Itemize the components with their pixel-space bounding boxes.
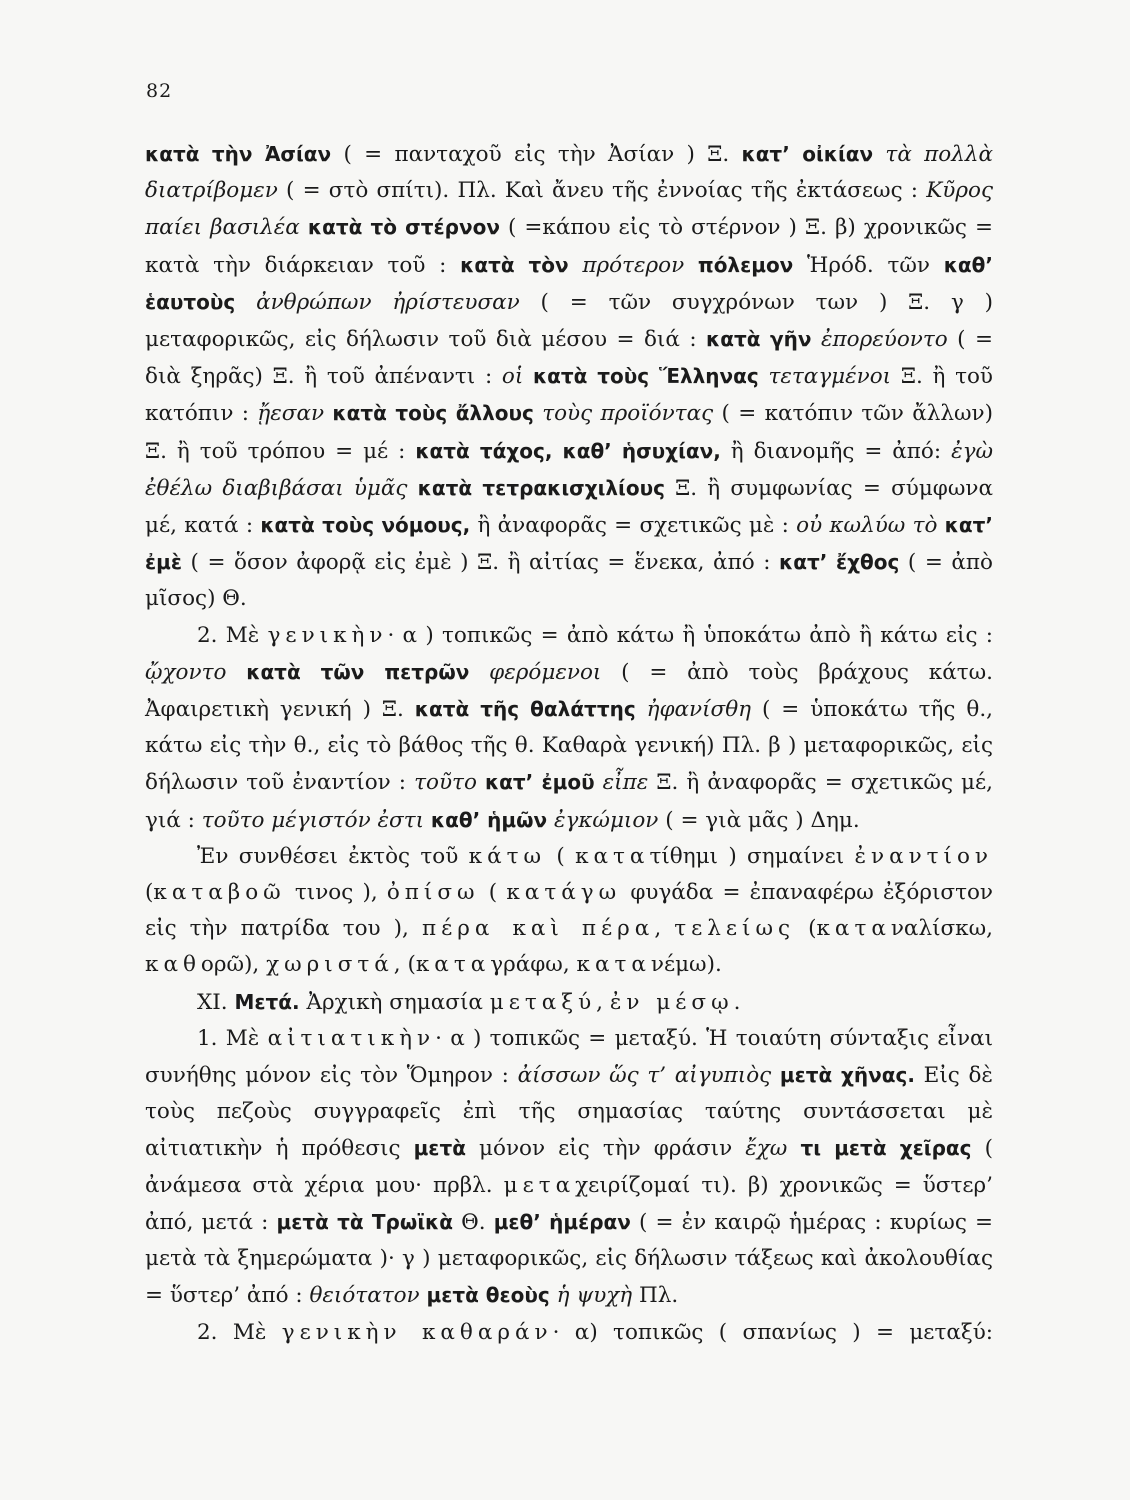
plain-text: Πλ.	[632, 1283, 679, 1309]
italic-quotation: θειότατον	[309, 1283, 420, 1309]
plain-text: τινος ),	[285, 880, 387, 906]
italic-quotation: ἔχω	[745, 1136, 788, 1162]
plain-text: (	[145, 880, 154, 906]
bold-lemma: κατ’ ἔχθος	[779, 550, 900, 575]
italic-quotation: ᾤχοντο	[145, 659, 227, 685]
bold-lemma: τι μετὰ χεῖρας	[800, 1136, 972, 1161]
plain-text: ( = διὰ ξηρᾶς) Ξ. ἢ τοῦ ἀπέναντι :	[145, 327, 994, 390]
plain-text: ( = ἀπὸ μῖσος) Θ.	[145, 550, 993, 612]
plain-text: μόνον εἰς τὴν φράσιν	[465, 1136, 746, 1162]
bold-lemma: πόλεμον	[697, 252, 794, 277]
bold-lemma: καθ’ ἡμῶν	[430, 807, 548, 832]
paragraph	[145, 618, 993, 839]
plain-text: Ξ. ἢ ἀναφορᾶς = σχετικῶς μέ, γιά :	[145, 770, 994, 833]
spaced-term: πέρα καὶ πέρα	[421, 916, 655, 942]
plain-text: Ἀρχικὴ σημασία	[299, 989, 490, 1015]
plain-text: , (	[393, 952, 416, 978]
plain-text	[226, 660, 246, 685]
plain-text: ( = πανταχοῦ εἰς τὴν Ἀσίαν ) Ξ.	[331, 142, 742, 167]
spaced-term: μεταξύ	[489, 989, 597, 1015]
plain-text: ( = ἀπὸ τοὺς βράχους κάτω. Ἀφαιρετικὴ γενική ) Ξ.	[145, 659, 993, 723]
bold-lemma: κατὰ τοὺς νόμους,	[260, 513, 471, 538]
plain-text: Ἐν συνθέσει ἐκτὸς τοῦ	[197, 843, 469, 869]
plain-text: Θ.	[452, 1209, 494, 1235]
spaced-term: γενικὴν	[267, 622, 388, 648]
plain-text: ( = ἐν καιρῷ ἡμέρας : κυρίως = μετὰ τὰ ξημερώματα )· γ ) μεταφορικῶς, εἰς δήλωσιν τάξεως καὶ ἀκολουθίας = ὕστερ’ ἀπό :	[145, 1209, 993, 1309]
italic-quotation: ἡ ψυχὴ	[549, 1283, 633, 1309]
bold-lemma: καθ’ ἑαυτοὺς	[145, 252, 993, 314]
plain-text: Ἡρόδ. τῶν	[793, 252, 944, 278]
italic-quotation: ἠφανίσθη	[635, 697, 752, 723]
bold-lemma: μετὰ τὰ Τρωϊκὰ	[276, 1209, 453, 1234]
plain-text	[937, 513, 944, 538]
spaced-term: κατάγω	[506, 880, 622, 906]
bold-lemma: κατὰ τοὺς ἄλλους	[332, 401, 534, 426]
spaced-term: ἐν μέσῳ	[609, 989, 734, 1015]
spaced-term: γενικὴν καθαράν	[281, 1319, 553, 1345]
paragraph	[145, 1315, 993, 1351]
italic-quotation: ἐγκώμιον	[547, 807, 659, 833]
plain-text: 2. Μὲ	[197, 1319, 282, 1345]
bold-lemma: μετὰ θεοὺς	[426, 1283, 550, 1308]
plain-text	[771, 1063, 780, 1088]
spaced-term: κατα	[575, 843, 650, 869]
spaced-term: κατα	[415, 952, 491, 978]
bold-lemma: κατὰ τοὺς Ἕλληνας	[532, 364, 759, 389]
bold-lemma: Μετά.	[234, 989, 300, 1014]
bold-lemma: κατὰ τὸ στέρνον	[307, 215, 500, 240]
page-number: 82	[146, 80, 173, 102]
page-body	[145, 136, 993, 1351]
bold-lemma: κατὰ τὸν	[460, 252, 569, 277]
plain-text: ( = τῶν συγχρόνων των ) Ξ. γ ) μεταφορικῶς, εἰς δήλωσιν τοῦ διὰ μέσου = διά :	[145, 289, 994, 353]
plain-text: ορῶ),	[200, 952, 267, 978]
spaced-term: κάτω	[468, 843, 547, 869]
spaced-term: αἰτιατικὴν	[267, 1025, 436, 1051]
italic-quotation: ἀίσσων ὥς τ’ αἰγυπιὸς	[517, 1063, 772, 1089]
plain-text: ( =κάπου εἰς τὸ στέρνον ) Ξ. β) χρονικῶς = κατὰ τὴν διάρκειαν τοῦ :	[145, 215, 993, 278]
plain-text	[523, 364, 533, 389]
paragraph	[145, 839, 993, 984]
bold-lemma: κατὰ γῆν	[706, 327, 812, 352]
bold-lemma: μετὰ χῆνας.	[779, 1063, 915, 1088]
italic-quotation: ἀνθρώπων ἠρίστευσαν	[235, 289, 520, 315]
bold-lemma: κατὰ τάχος, καθ’ ἡσυχίαν,	[415, 438, 721, 463]
bold-lemma: κατ’ ἐμοῦ	[484, 770, 595, 795]
italic-quotation: ἐπορεύοντο	[811, 327, 948, 353]
plain-text: (	[479, 880, 507, 906]
plain-text	[684, 253, 698, 278]
spaced-term: ἐναντίον	[854, 843, 994, 869]
italic-quotation: οὐ κωλύω τὸ	[796, 513, 938, 539]
bold-lemma: κατ’ ἐμὲ	[145, 513, 993, 575]
plain-text: XI.	[197, 989, 235, 1015]
italic-quotation: ᾔεσαν	[257, 401, 325, 427]
spaced-term: κατα	[576, 952, 651, 978]
italic-quotation: πρότερον	[568, 252, 685, 278]
bold-lemma: μετὰ	[413, 1136, 466, 1161]
plain-text: ( ἀνάμεσα στὰ χέρια μου· πρβλ.	[145, 1136, 993, 1198]
plain-text: ναλίσκω,	[890, 916, 993, 942]
plain-text: · α ) τοπικῶς = ἀπὸ κάτω ἢ ὑποκάτω ἀπὸ ἢ κάτω εἰς :	[387, 622, 994, 648]
plain-text: (	[546, 843, 576, 869]
plain-text: ( = στὸ σπίτι). Πλ. Καὶ ἄνευ τῆς ἐννοίας τῆς ἐκτάσεως :	[277, 178, 927, 204]
plain-text	[300, 215, 308, 240]
plain-text: ,	[596, 989, 610, 1015]
bold-lemma: κατ’ οἰκίαν	[741, 142, 874, 166]
italic-quotation: τοὺς προϊόντας	[533, 401, 714, 427]
plain-text: (	[795, 916, 817, 942]
spaced-term: χωριστά	[266, 952, 394, 978]
plain-text: ( = κατόπιν τῶν ἄλλων) Ξ. ἢ τοῦ τρόπου = μέ :	[145, 401, 993, 464]
plain-text: φυγάδα = ἐπαναφέρω ἐξόριστον εἰς τὴν πατρίδα του ),	[145, 880, 993, 942]
plain-text: γράφω,	[490, 952, 577, 978]
italic-quotation: ἐγὼ ἐθέλω διαβιβάσαι ὑμᾶς	[145, 438, 993, 501]
spaced-term: κατα	[816, 916, 891, 942]
plain-text	[787, 1136, 800, 1161]
italic-quotation: Κῦρος παίει βασιλέα	[145, 178, 993, 241]
plain-text: νέμω).	[650, 952, 722, 978]
spaced-term: μετα	[503, 1172, 576, 1198]
bold-lemma: κατὰ τὴν Ἀσίαν	[145, 142, 332, 166]
plain-text: · α ) τοπικῶς = μεταξύ. Ἡ τοιαύτη σύνταξις εἶναι συνήθης μόνον εἰς τὸν Ὅμηρον :	[145, 1025, 993, 1089]
plain-text: ( = ὑποκάτω τῆς θ., κάτω εἰς τὴν θ., εἰς τὸ βάθος τῆς θ. Καθαρὰ γενική) Πλ. β ) μεταφορικῶς, εἰς δήλωσιν τοῦ ἐναντίον :	[145, 697, 994, 796]
plain-text: ( = γιὰ μᾶς ) Δημ.	[658, 807, 860, 833]
italic-quotation: τοῦτο μέγιστόν ἐστι	[201, 807, 425, 833]
plain-text: χειρίζομαί τι). β) χρονικῶς = ὕστερ’ ἀπό, μετά :	[145, 1172, 993, 1235]
plain-text: ( = ὅσον ἀφορᾷ εἰς ἐμὲ ) Ξ. ἢ αἰτίας = ἕνεκα, ἀπό :	[181, 550, 779, 576]
plain-text: ἢ ἀναφορᾶς = σχετικῶς μὲ :	[470, 513, 797, 539]
plain-text: Ξ. ἢ συμφωνίας = σύμφωνα μέ, κατά :	[145, 475, 993, 539]
bold-lemma: κατὰ τῶν πετρῶν	[246, 659, 470, 684]
italic-quotation: τεταγμένοι	[758, 364, 892, 390]
plain-text: ἢ διανομῆς = ἀπό:	[720, 438, 952, 464]
plain-text: τίθημι ) σημαίνει	[649, 843, 855, 869]
spaced-term: τελείως	[674, 916, 796, 942]
plain-text: Ξ. ἢ τοῦ κατόπιν :	[145, 364, 993, 427]
plain-text	[477, 770, 485, 795]
italic-quotation: φερόμενοι	[469, 659, 602, 685]
italic-quotation: τὰ πολλὰ διατρίβομεν	[145, 142, 993, 204]
plain-text: 2. Μὲ	[197, 622, 268, 648]
plain-text: .	[733, 989, 741, 1015]
plain-text: ,	[654, 916, 675, 942]
plain-text: Εἰς δὲ τοὺς πεζοὺς συγγραφεῖς ἐπὶ τῆς σημασίας ταύτης συντάσσεται μὲ αἰτιατικὴν ἡ πρόθεσις	[145, 1063, 993, 1162]
italic-quotation: τοῦτο	[414, 770, 477, 796]
bold-lemma: κατὰ τῆς θαλάττης	[414, 697, 636, 722]
spaced-term: καταβοῶ	[153, 880, 286, 906]
italic-quotation: εἶπε	[594, 770, 649, 796]
paragraph	[145, 136, 993, 618]
plain-text: 1. Μὲ	[197, 1025, 268, 1051]
italic-quotation: οἱ	[501, 364, 524, 390]
spaced-term: καθ	[145, 952, 201, 978]
paragraph	[145, 1021, 993, 1315]
paragraph	[145, 984, 993, 1021]
bold-lemma: μεθ’ ἡμέραν	[493, 1209, 631, 1234]
plain-text	[407, 476, 417, 501]
plain-text	[424, 808, 431, 833]
plain-text: · α) τοπικῶς ( σπανίως ) = μεταξύ:	[552, 1319, 994, 1345]
spaced-term: ὀπίσω	[386, 880, 480, 906]
bold-lemma: κατὰ τετρακισχιλίους	[417, 475, 665, 500]
